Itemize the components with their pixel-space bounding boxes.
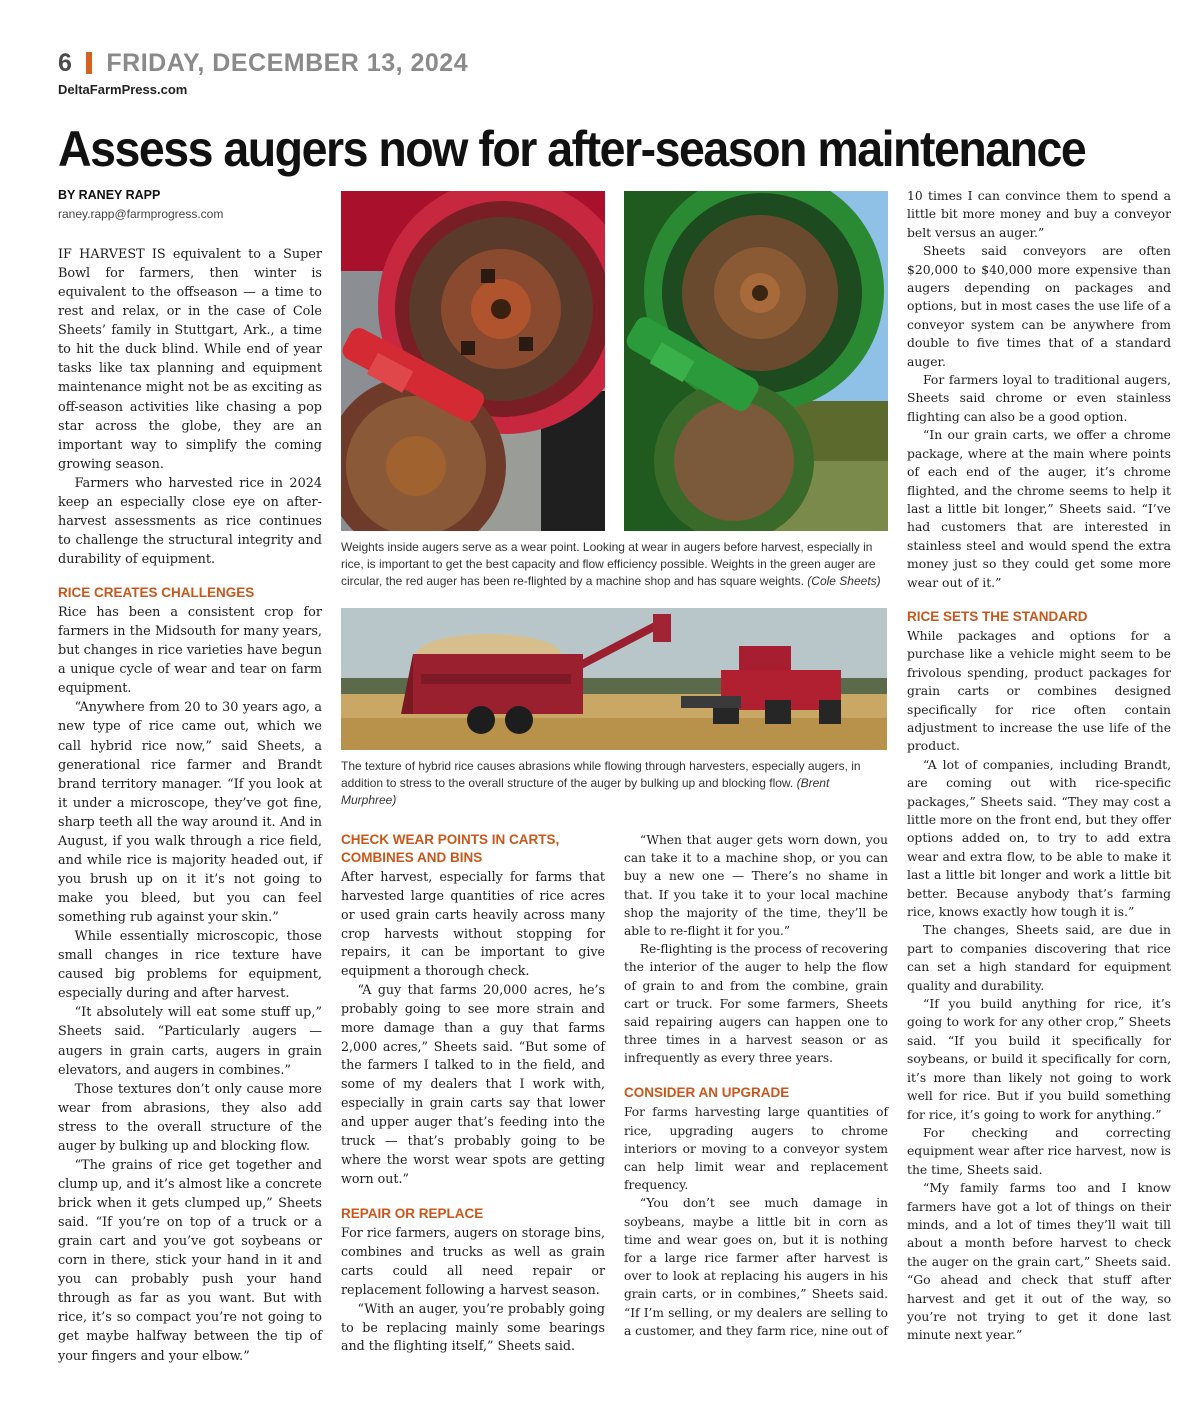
paragraph: “My family farms too and I know farmers have got a lot of things on their minds, and a lot of times they’ll wait till about a month before harvest to check the auger on the grain cart,” Sheets said. “Go ahead and check that stuff after harvest and get it out of the way, so you’re not trying to get it done last minute next year.”	[907, 1181, 1171, 1343]
paragraph: “With an auger, you’re probably going to be replacing mainly some bearings and the flighting itself,” Sheets said.	[341, 1300, 605, 1354]
paragraph: For rice farmers, augers on storage bins, combines and trucks as well as grain carts could all need repair or replacement following a harvest season.	[341, 1225, 605, 1297]
paragraph: “When that auger gets worn down, you can take it to a machine shop, or you can buy a new one — There’s no shame in that. If you take it to your local machine shop the majority of the time, they’ll be able to re-flight it for you.”	[624, 833, 888, 938]
subhead-consider-an-upgrade: CONSIDER AN UPGRADE	[624, 1085, 790, 1101]
paragraph: “It absolutely will eat some stuff up,” Sheets said. “Particularly augers — augers in grain carts, augers in grain elevators, and augers in combines.”	[58, 1005, 322, 1078]
paragraph: Those textures don’t only cause more wear from abrasions, they also add stress to the overall structure of the auger by bulking up and blocking flow.	[58, 1081, 322, 1154]
paragraph: “The grains of rice get together and clump up, and it’s almost like a concrete brick when it gets clumped up,” Sheets said. “If you’re on top of a truck or a grain cart and you’ve got soybeans or corn in there, stick your hand in it and you can probably push your hand through as far as you want. But with rice, it’s so compact you’re not going to get maybe halfway between the tip of your fingers and your elbow.”	[58, 1157, 322, 1364]
paragraph: While packages and options for a purchase like a vehicle might seem to be frivolous spending, product packages for grain carts or combines designed specifically for rice often contain adjustment to increase the use life of the product.	[907, 628, 1171, 754]
article-column-1	[58, 245, 322, 1366]
figure-caption-harvest: The texture of hybrid rice causes abrasions while flowing through harvesters, especially augers, in addition to stress to the overall structure of the auger by bulking up and blocking flow. (Brent Murphree)	[341, 759, 861, 807]
paragraph: “If you build anything for rice, it’s going to work for any other crop,” Sheets said. “If you build it specifically for soybeans, or build it specifically for corn, it’s more than likely not going to work well for rice. But if you build something for rice, it’s going to work for anything.”	[907, 997, 1171, 1122]
paragraph: 10 times I can convince them to spend a little bit more money and buy a conveyor belt versus an auger.”	[907, 189, 1171, 240]
paragraph: “You don’t see much damage in soybeans, maybe a little bit in corn as time and wear goes on, but it is nothing for a large rice farmer after harvest is over to look at replacing his augers in his grain carts, or in combines,” Sheets said. “If I’m selling, or my dealers are selling to a customer, and they farm rice, nine out of	[624, 1196, 888, 1338]
paragraph: For checking and correcting equipment wear after rice harvest, now is the time, Sheets said.	[907, 1125, 1171, 1177]
issue-date: FRIDAY, DECEMBER 13, 2024	[106, 48, 469, 77]
site-link[interactable]: DeltaFarmPress.com	[58, 82, 188, 97]
article-column-3	[624, 831, 888, 1340]
page-number: 6	[58, 48, 73, 77]
photo-harvest-field	[341, 608, 887, 750]
paragraph: After harvest, especially for farms that harvested large quantities of rice acres or used grain carts heavily across many crop harvests without stopping for repairs, it can be important to give equipment a thorough check.	[341, 869, 605, 979]
paragraph: “In our grain carts, we offer a chrome package, where at the main where points of each end of the auger, it’s chrome flighted, and the chrome seems to help it last a little bit longer,” Sheets said. “I’ve had customers that are interested in stainless steel and would spend the extra money just so they could get some more wear out of it.”	[907, 428, 1171, 590]
photo-green-auger	[624, 191, 888, 531]
paragraph: The changes, Sheets said, are due in part to companies discovering that rice can set a high standard for equipment quality and durability.	[907, 923, 1171, 993]
photo-credit: (Cole Sheets)	[807, 574, 881, 588]
paragraph: For farms harvesting large quantities of rice, upgrading augers to chrome interiors or moving to a conveyor system can help limit wear and replacement frequency.	[624, 1105, 888, 1193]
photo-credit: (Brent Murphree)	[341, 776, 830, 807]
subhead-repair-or-replace: REPAIR OR REPLACE	[341, 1206, 484, 1222]
subhead-rice-sets-the-standard: RICE SETS THE STANDARD	[907, 608, 1088, 624]
paragraph: “Anywhere from 20 to 30 years ago, a new type of rice came out, which we call hybrid rice now,” said Sheets, a generational rice farmer and Brandt brand territory manager. “If you look at it under a microscope, they’ve got fine, sharp teeth all the way around it. And in August, if you walk through a rice field, and while rice is majority headed out, if you brush up on it it’s not going to make you bleed, but you can feel something rub against your skin.”	[58, 700, 322, 926]
paragraph: Sheets said conveyors are often $20,000 to $40,000 more expensive than augers depending on packages and options, but in most cases the use life of a conveyor system can be anywhere from double to five times that of a standard auger.	[907, 244, 1171, 369]
folio-divider	[86, 52, 92, 74]
article-column-4	[907, 187, 1171, 1345]
subhead-check-wear-points: CHECK WEAR POINTS IN CARTS, COMBINES AND BINS	[341, 832, 560, 865]
byline: BY RANEY RAPP	[58, 188, 161, 202]
photo-red-auger	[341, 191, 605, 531]
paragraph: Rice has been a consistent crop for farmers in the Midsouth for many years, but changes in rice varieties have begun a unique cycle of wear and tear on farm equipment.	[58, 605, 323, 697]
subhead-rice-creates-challenges: RICE CREATES CHALLENGES	[58, 585, 255, 601]
lead-in: IF HARVEST IS	[58, 247, 166, 262]
paragraph: While essentially microscopic, those small changes in rice texture have caused big problems for equipment, especially during and after harvest.	[58, 929, 322, 1002]
paragraph: Re-flighting is the process of recovering the interior of the auger to help the flow of grain to and from the combine, grain cart or truck. For some farmers, Sheets said repairing augers can happen one to three times in a harvest season or as infrequently as every three years.	[624, 942, 889, 1066]
article-headline: Assess augers now for after-season maintenance	[58, 121, 1086, 177]
paragraph: “A lot of companies, including Brandt, are coming out with rice-specific packages,” Sheets said. “They may cost a little more on the front end, but they offer options added on, to try to add extra wear and extra flow, to be able to make it last a little bit longer and work a little bit better. Because anybody that’s farming rice, knows exactly how tough it is.”	[907, 757, 1171, 920]
paragraph: “A guy that farms 20,000 acres, he’s probably going to see more strain and more damage than a guy that farms 2,000 acres,” Sheets said. “But some of the farmers I talked to in the field, and some of my dealers that I work with, especially in grain carts say that lower and upper auger that’s feeding into the truck — that’s probably going to be where the worst wear spots are getting worn out.”	[341, 982, 605, 1186]
article-column-2	[341, 831, 605, 1356]
lead-paragraph: IF HARVEST IS equivalent to a Super Bowl for farmers, then winter is equivalent to the offseason — a time to rest and relax, or in the case of Cole Sheets’ family in Stuttgart, Ark., a time to hit the duck blind. While end of year tasks like tax planning and equipment maintenance might not be as exciting as off-season activities like chasing a pop star across the globe, they are an important way to simplify the coming growing season.	[58, 247, 322, 472]
author-email[interactable]: raney.rapp@farmprogress.com	[58, 207, 224, 221]
paragraph: For farmers loyal to traditional augers, Sheets said chrome or even stainless flighting can also be a good option.	[907, 373, 1171, 424]
paragraph: Farmers who harvested rice in 2024 keep an especially close eye on after-harvest assessments as rice continues to challenge the structural integrity and durability of equipment.	[58, 475, 322, 567]
page-folio	[58, 48, 468, 78]
figure-caption-augers: Weights inside augers serve as a wear point. Looking at wear in augers before harvest, especially in rice, is important to get the best capacity and flow efficiency possible. Weights in the green auger are circular, the red auger has been re-flighted by a machine shop and has square weights. (Cole Sheets)	[341, 540, 881, 588]
